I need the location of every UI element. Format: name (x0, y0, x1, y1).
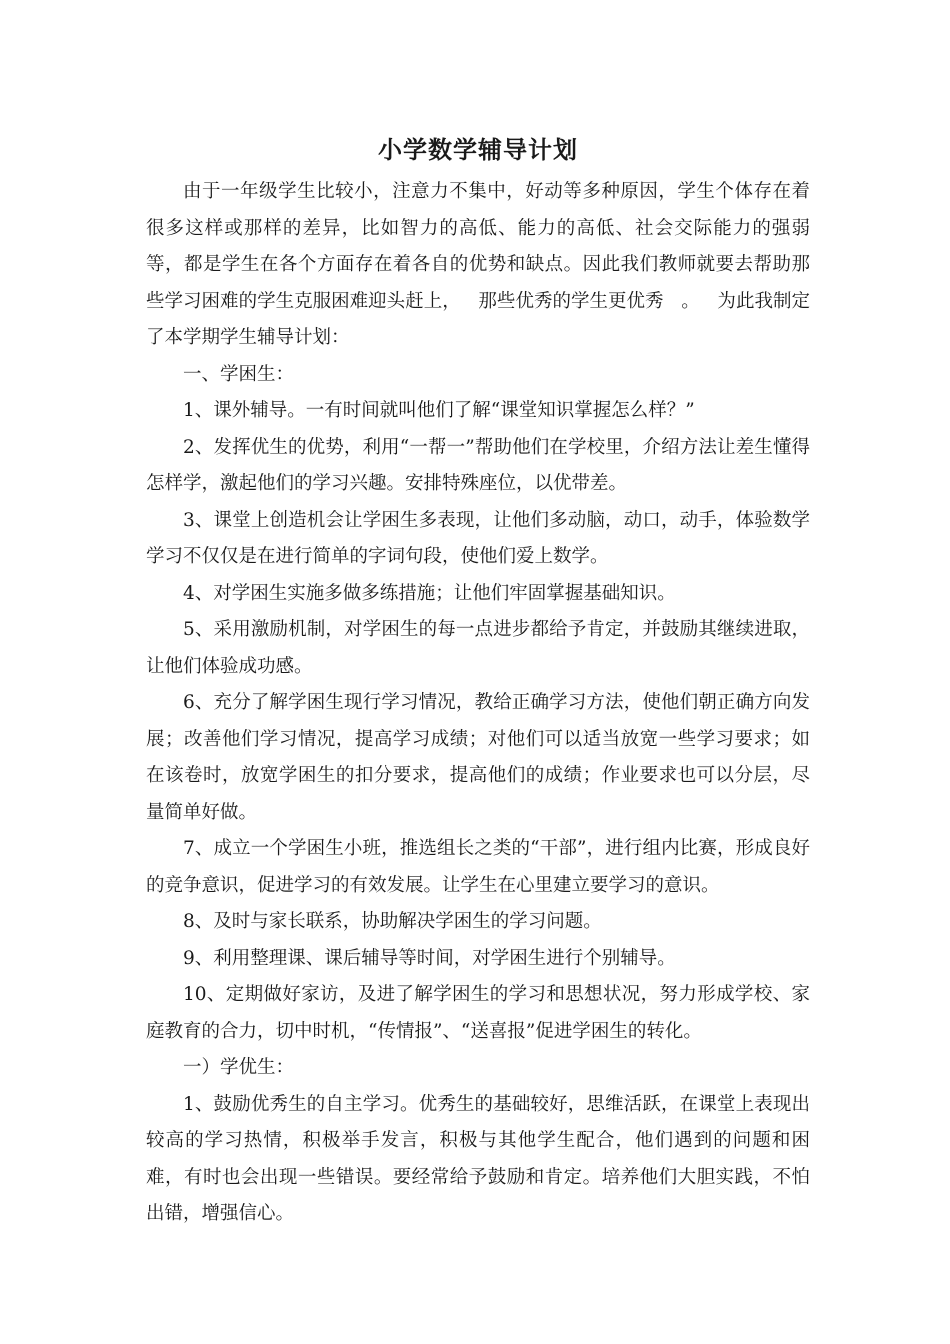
list-item: 7、成立一个学困生小班，推选组长之类的“干部”，进行组内比赛，形成良好的竞争意识，促进学习的有效发展。让学生在心里建立要学习的意识。 (146, 838, 810, 896)
list-item: 3、课堂上创造机会让学困生多表现，让他们多动脑，动口，动手，体验数学学习不仅仅是在进行简单的字词句段，使他们爱上数学。 (146, 509, 810, 567)
document-page (146, 128, 810, 1233)
list-item: 10、定期做好家访，及进了解学困生的学习和思想状况，努力形成学校、家庭教育的合力，切中时机，“传情报”、“送喜报”促进学困生的转化。 (146, 984, 810, 1042)
list-item: 6、充分了解学困生现行学习情况，教给正确学习方法，使他们朝正确方向发展；改善他们学习情况，提高学习成绩；对他们可以适当放宽一些学习要求；如在该卷时，放宽学困生的扣分要求，提高他们的成绩；作业要求也可以分层，尽量简单好做。 (146, 692, 810, 823)
section-heading-top-students: 一）学优生： (183, 1057, 295, 1078)
list-item: 1、课外辅导。一有时间就叫他们了解“课堂知识掌握怎么样？” (183, 400, 695, 421)
list-item: 8、及时与家长联系，协助解决学困生的学习问题。 (183, 911, 602, 932)
list-item: 5、采用激励机制，对学困生的每一点进步都给予肯定，并鼓励其继续进取，让他们体验成功感。 (146, 619, 810, 677)
list-item: 4、对学困生实施多做多练措施；让他们牢固掌握基础知识。 (183, 582, 676, 604)
section-heading-struggling-students: 一、学困生： (183, 363, 295, 385)
document-title: 小学数学辅导计划 (378, 136, 578, 164)
intro-paragraph: 由于一年级学生比较小，注意力不集中，好动等多种原因，学生个体存在着很多这样或那样的差异，比如智力的高低、能力的高低、社会交际能力的强弱等，都是学生在各个方面存在着各自的优势和缺点。因此我们教师就要去帮助那些学习困难的学生克服困难迎头赶上， 那些优秀的学生更优秀 。 为此我制定了本学期学生辅导计划： (146, 181, 810, 348)
list-item: 1、鼓励优秀生的自主学习。优秀生的基础较好，思维活跃，在课堂上表现出较高的学习热情，积极举手发言，积极与其他学生配合，他们遇到的问题和困难，有时也会出现一些错误。要经常给予鼓励和肯定。培养他们大胆实践，不怕出错，增强信心。 (146, 1093, 810, 1224)
list-item: 9、利用整理课、课后辅导等时间，对学困生进行个别辅导。 (183, 947, 676, 969)
list-item: 2、发挥优生的优势，利用“一帮一”帮助他们在学校里，介绍方法让差生懂得怎样学，激起他们的学习兴趣。安排特殊座位，以优带差。 (146, 436, 810, 494)
